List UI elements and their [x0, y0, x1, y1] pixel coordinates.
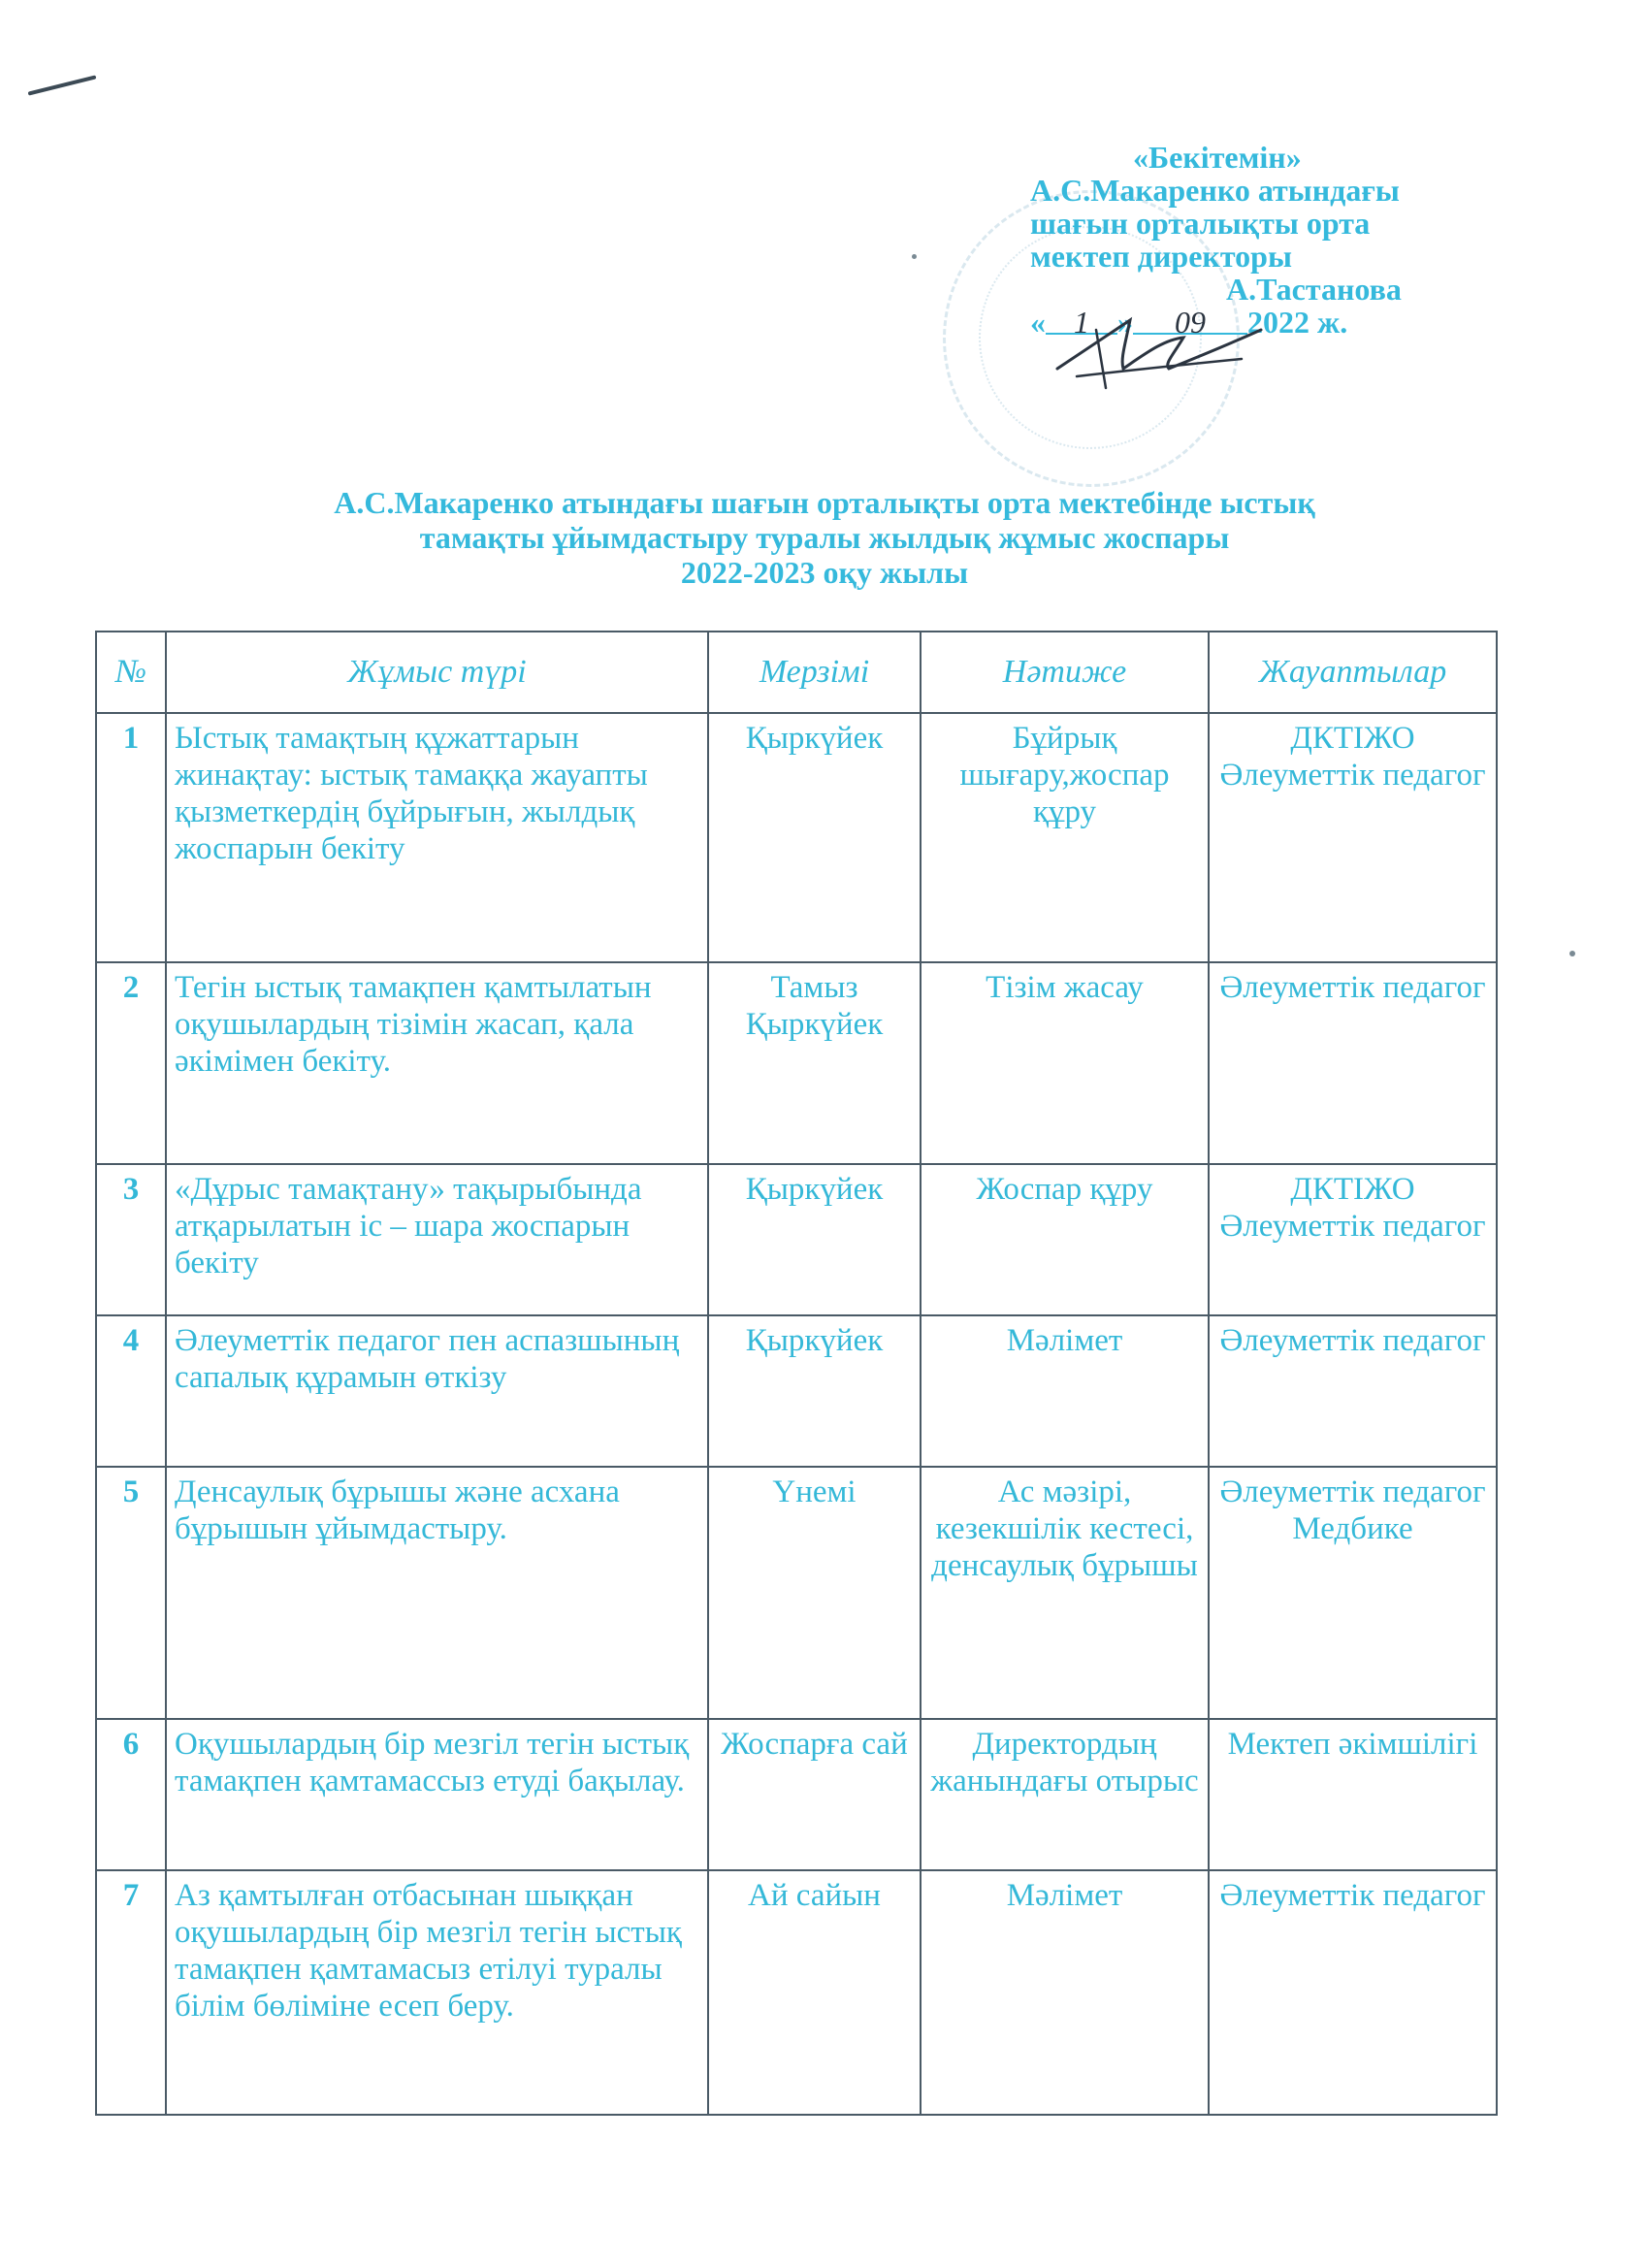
row-term: Үнемі	[708, 1467, 921, 1719]
row-work: Тегін ыстық тамақпен қамтылатын оқушылардың тізімін жасап, қала әкімімен бекіту.	[166, 962, 708, 1164]
date-open-quote: «	[1030, 305, 1046, 340]
row-term: Қыркүйек	[708, 1164, 921, 1315]
row-term: Тамыз Қыркүйек	[708, 962, 921, 1164]
row-term: Қыркүйек	[708, 1315, 921, 1467]
table-row	[96, 1164, 1497, 1315]
header-work-type: Жұмыс түрі	[166, 632, 708, 713]
row-number: 2	[96, 962, 166, 1164]
date-year: 2022 ж.	[1247, 305, 1348, 340]
row-responsible: Мектеп әкімшілігі	[1209, 1719, 1497, 1870]
row-number: 1	[96, 713, 166, 962]
title-line-3: 2022-2023 оқу жылы	[680, 555, 969, 590]
header-result: Нәтиже	[921, 632, 1209, 713]
table-row	[96, 1870, 1497, 2115]
work-plan-table	[95, 631, 1498, 2116]
row-number: 7	[96, 1870, 166, 2115]
document-title	[0, 485, 1649, 590]
row-number: 3	[96, 1164, 166, 1315]
row-responsible: Әлеуметтік педагог Медбике	[1209, 1467, 1497, 1719]
row-responsible: Әлеуметтік педагог	[1209, 962, 1497, 1164]
table-header-row	[96, 632, 1497, 713]
row-work: Ыстық тамақтың құжаттарын жинақтау: ыстық тамаққа жауапты қызметкердің бұйрығын, жылдық жоспарын бекіту	[166, 713, 708, 962]
scan-speck	[1569, 951, 1575, 956]
header-number: №	[96, 632, 166, 713]
director-signature	[1038, 301, 1280, 407]
approval-line: мектеп директоры	[1030, 239, 1292, 274]
scan-speck	[912, 254, 917, 259]
approval-title: «Бекітемін»	[1133, 140, 1302, 175]
table-row	[96, 1719, 1497, 1870]
row-term: Ай сайын	[708, 1870, 921, 2115]
date-close-quote: »	[1117, 305, 1133, 340]
row-responsible: Әлеуметтік педагог	[1209, 1315, 1497, 1467]
row-result: Жоспар құру	[921, 1164, 1209, 1315]
row-result: Ас мәзірі, кезекшілік кестесі, денсаулық бұрышы	[921, 1467, 1209, 1719]
row-work: Әлеуметтік педагог пен аспазшының сапалық құрамын өткізу	[166, 1315, 708, 1467]
row-term: Жоспарға сай	[708, 1719, 921, 1870]
title-line-1: А.С.Макаренко атындағы шағын орталықты орта мектебінде ыстық	[334, 485, 1315, 520]
header-term: Мерзімі	[708, 632, 921, 713]
row-number: 6	[96, 1719, 166, 1870]
table-row	[96, 713, 1497, 962]
row-work: Оқушылардың бір мезгіл тегін ыстық тамақпен қамтамассыз етуді бақылау.	[166, 1719, 708, 1870]
header-responsible: Жауаптылар	[1209, 632, 1497, 713]
row-term: Қыркүйек	[708, 713, 921, 962]
scan-mark	[28, 75, 97, 95]
row-number: 4	[96, 1315, 166, 1467]
row-result: Мәлімет	[921, 1315, 1209, 1467]
approval-line: шағын орталықты орта	[1030, 206, 1371, 241]
row-result: Бұйрық шығару,жоспар құру	[921, 713, 1209, 962]
date-day: 1	[1046, 306, 1117, 335]
director-name: А.Тастанова	[1226, 272, 1402, 307]
row-number: 5	[96, 1467, 166, 1719]
approval-line: А.С.Макаренко атындағы	[1030, 173, 1400, 208]
table-row	[96, 1467, 1497, 1719]
table-row	[96, 1315, 1497, 1467]
table-row	[96, 962, 1497, 1164]
row-work: «Дұрыс тамақтану» тақырыбында атқарылатын іс – шара жоспарын бекіту	[166, 1164, 708, 1315]
row-responsible: Әлеуметтік педагог	[1209, 1870, 1497, 2115]
row-work: Аз қамтылған отбасынан шыққан оқушылардың бір мезгіл тегін ыстық тамақпен қамтамасыз етілуі туралы білім бөліміне есеп беру.	[166, 1870, 708, 2115]
row-result: Мәлімет	[921, 1870, 1209, 2115]
row-work: Денсаулық бұрышы және асхана бұрышын ұйымдастыру.	[166, 1467, 708, 1719]
title-line-2: тамақты ұйымдастыру туралы жылдық жұмыс жоспары	[419, 520, 1230, 555]
row-responsible: ДКТІЖО Әлеуметтік педагог	[1209, 1164, 1497, 1315]
row-result: Директордың жанындағы отырыс	[921, 1719, 1209, 1870]
row-result: Тізім жасау	[921, 962, 1209, 1164]
row-responsible: ДКТІЖО Әлеуметтік педагог	[1209, 713, 1497, 962]
date-month: 09	[1133, 306, 1247, 335]
